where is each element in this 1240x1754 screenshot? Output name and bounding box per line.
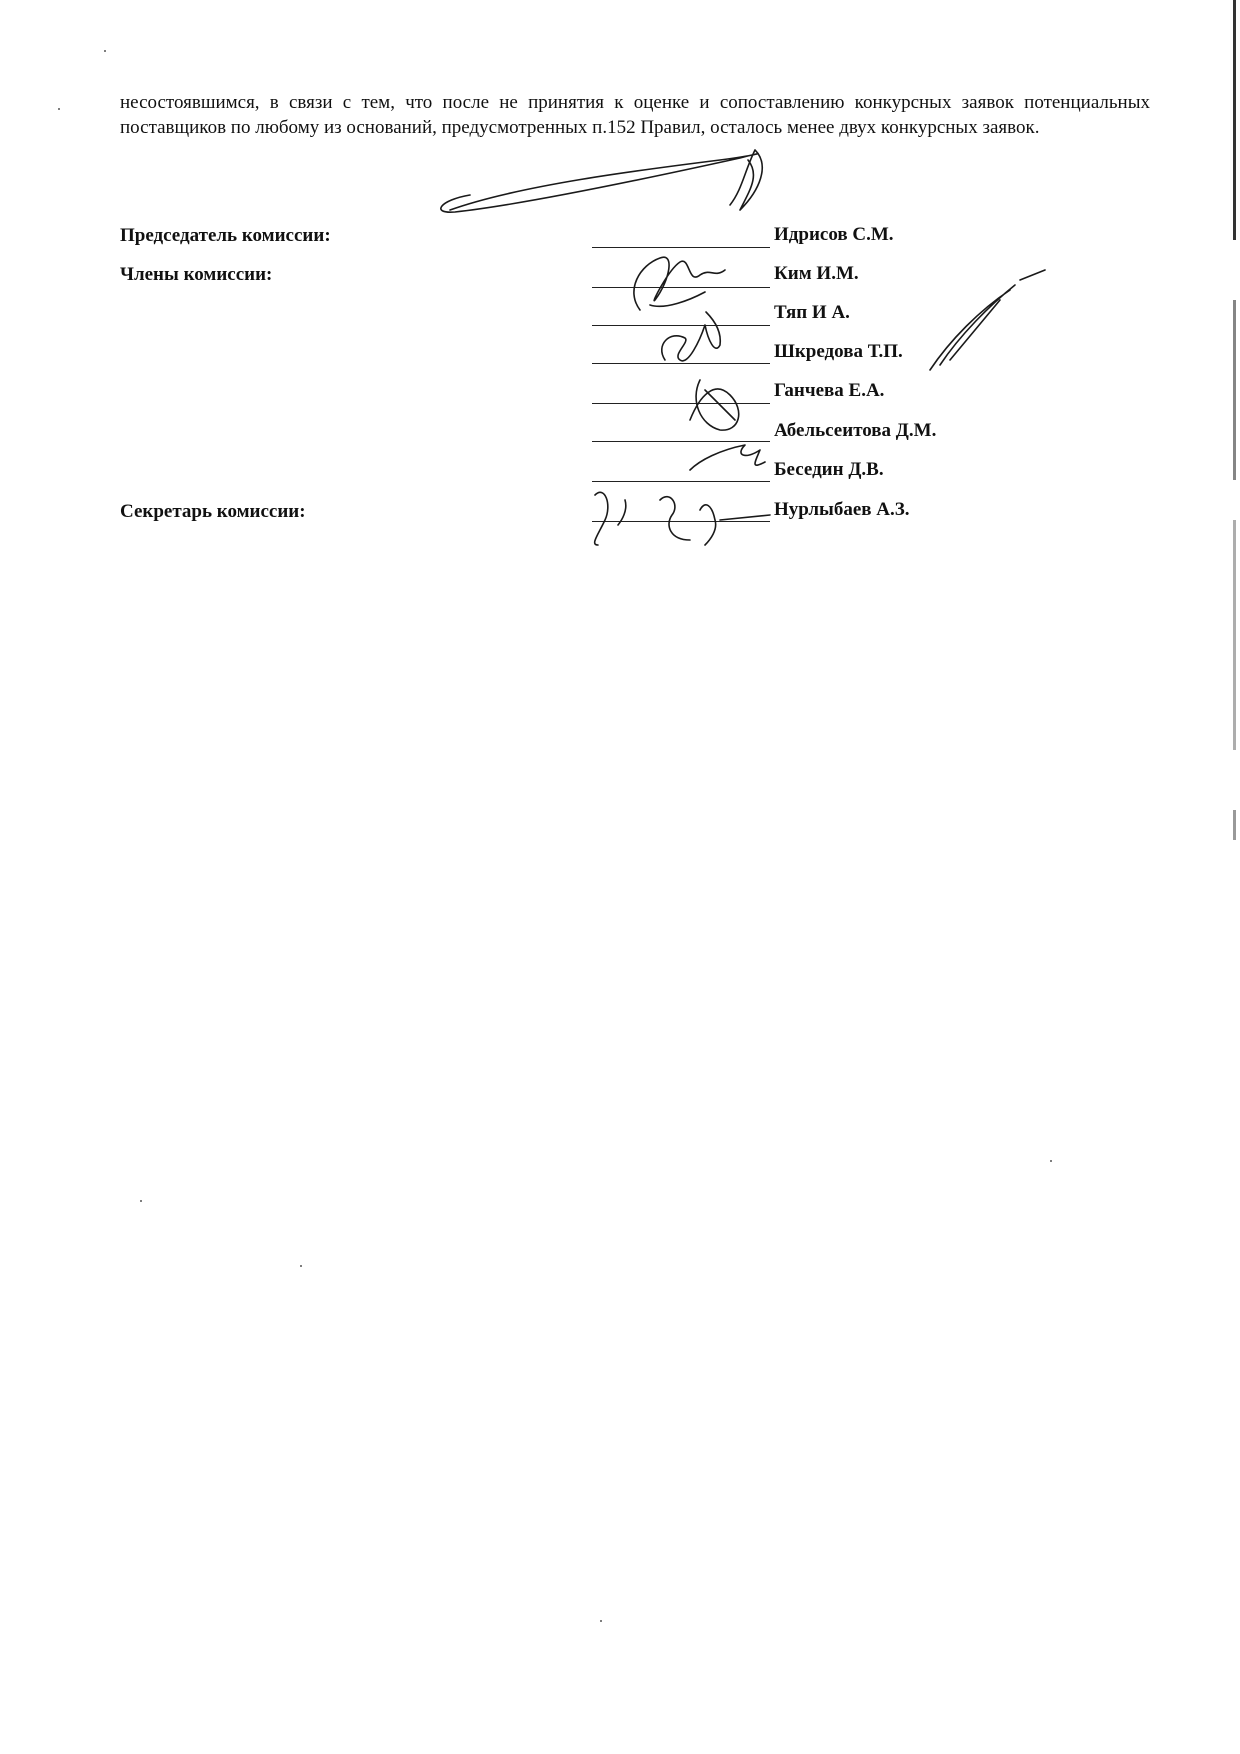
signature-shkredova [930, 270, 1045, 370]
scan-speck [600, 1620, 602, 1622]
signature-kim [634, 257, 725, 310]
scan-edge-mark [1233, 300, 1236, 480]
signature-nurlybaev [595, 492, 770, 545]
signature-line-secretary [592, 521, 770, 522]
scan-speck [1050, 1160, 1052, 1162]
secretary-label: Секретарь комиссии: [120, 501, 306, 522]
scan-speck [58, 108, 60, 110]
signature-flourish [441, 154, 758, 212]
closing-paragraph: несостоявшимся, в связи с тем, что после не принятия к оценке и сопоставлению конкурсных заявок потенциальных поставщиков по любому из оснований, предусмотренных п.152 Правил, осталось менее двух конкурсных заявок. [120, 92, 1150, 138]
name-secretary: Нурлыбаев А.З. [774, 499, 910, 520]
signature-tyap [662, 312, 720, 361]
signature-line-member-6 [592, 481, 770, 482]
signature-gancheva [690, 380, 739, 430]
scan-speck [300, 1265, 302, 1267]
signature-line-member-3 [592, 363, 770, 364]
signature-line-chairman [592, 247, 770, 248]
scan-speck [104, 50, 106, 52]
signature-flourish-tail [730, 150, 762, 210]
signature-line-member-2 [592, 325, 770, 326]
name-member-6: Беседин Д.В. [774, 459, 884, 480]
chairman-label: Председатель комиссии: [120, 225, 331, 246]
name-member-4: Ганчева Е.А. [774, 380, 885, 401]
scan-edge-mark [1233, 810, 1236, 840]
signature-beseidin [690, 445, 765, 470]
signature-line-member-5 [592, 441, 770, 442]
signature-line-member-1 [592, 287, 770, 288]
name-member-2: Тяп И А. [774, 302, 850, 323]
scan-edge-mark [1233, 0, 1236, 240]
signature-line-member-4 [592, 403, 770, 404]
name-chairman: Идрисов С.М. [774, 224, 894, 245]
scan-speck [140, 1200, 142, 1202]
scan-edge-mark [1233, 520, 1236, 750]
name-member-5: Абельсеитова Д.М. [774, 420, 937, 441]
name-member-1: Ким И.М. [774, 263, 859, 284]
members-label: Члены комиссии: [120, 264, 273, 285]
name-member-3: Шкредова Т.П. [774, 341, 903, 362]
